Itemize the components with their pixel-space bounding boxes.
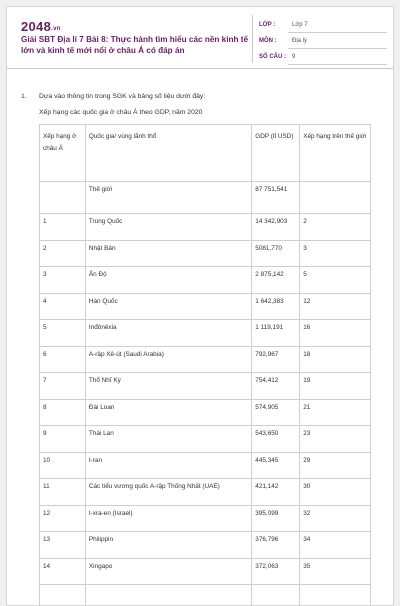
cell-country: Thổ Nhĩ Kỳ <box>85 373 251 400</box>
document-title: Giải SBT Địa lí 7 Bài 8: Thực hành tìm hiểu các nền kinh tế lớn và kinh tế mới nổi ở châu Á có đáp án <box>21 34 249 56</box>
cell-asia-rank: 9 <box>40 426 86 453</box>
cell-asia-rank: 2 <box>40 240 86 267</box>
cell-country <box>85 585 251 606</box>
cell-gdp <box>252 585 300 606</box>
header-divider <box>252 15 253 63</box>
logo-text: 2048 <box>21 19 51 34</box>
table-row <box>40 479 371 506</box>
question-number: 1. <box>21 93 27 100</box>
cell-asia-rank: 14 <box>40 558 86 585</box>
header-asia-rank: Xếp hạng ở châu Á <box>40 125 86 182</box>
cell-gdp: 376,796 <box>252 532 300 559</box>
logo-suffix: .vn <box>51 26 61 32</box>
table-caption: Xếp hạng các quốc gia ở châu Á theo GDP, năm 2020 <box>39 109 202 116</box>
cell-asia-rank: 1 <box>40 214 86 241</box>
meta-class-value: Lớp 7 <box>292 22 308 28</box>
cell-gdp: 445,345 <box>252 452 300 479</box>
table-row <box>40 373 371 400</box>
cell-asia-rank: 12 <box>40 505 86 532</box>
cell-gdp: 421,142 <box>252 479 300 506</box>
cell-country: Đài Loan <box>85 399 251 426</box>
meta-class-key: LỚP : <box>259 22 275 28</box>
question-intro: Dựa vào thông tin trong SGK và bảng số liệu dưới đây: <box>39 93 205 100</box>
cell-world-rank: 3 <box>300 240 371 267</box>
table-row <box>40 585 371 606</box>
cell-world-rank <box>300 585 371 606</box>
table-row <box>40 505 371 532</box>
table-row <box>40 214 371 241</box>
cell-country: Thái Lan <box>85 426 251 453</box>
site-logo[interactable] <box>21 19 61 34</box>
cell-gdp: 395,099 <box>252 505 300 532</box>
table-row <box>40 426 371 453</box>
header-world-rank: Xếp hạng trên thế giới <box>300 125 371 182</box>
cell-country: Các tiểu vương quốc A-rập Thống Nhất (UAE) <box>85 479 251 506</box>
meta-class <box>259 19 387 33</box>
document-page <box>6 6 394 606</box>
table-row <box>40 293 371 320</box>
cell-world-rank: 32 <box>300 505 371 532</box>
table-row <box>40 558 371 585</box>
cell-world-rank: 30 <box>300 479 371 506</box>
table-row <box>40 532 371 559</box>
meta-subject-key: MÔN : <box>259 38 277 44</box>
cell-country: Xingapo <box>85 558 251 585</box>
cell-country: Ấn Độ <box>85 267 251 294</box>
cell-country: I-ran <box>85 452 251 479</box>
cell-asia-rank: 13 <box>40 532 86 559</box>
cell-world-rank: 35 <box>300 558 371 585</box>
cell-world-rank: 29 <box>300 452 371 479</box>
table-row <box>40 240 371 267</box>
cell-world-rank: 34 <box>300 532 371 559</box>
cell-world-rank: 12 <box>300 293 371 320</box>
cell-asia-rank: 3 <box>40 267 86 294</box>
cell-gdp: 372,063 <box>252 558 300 585</box>
cell-gdp: 543,650 <box>252 426 300 453</box>
table-row <box>40 346 371 373</box>
cell-country: Trung Quốc <box>85 214 251 241</box>
cell-world-rank: 5 <box>300 267 371 294</box>
cell-asia-rank <box>40 182 86 214</box>
cell-asia-rank: 5 <box>40 320 86 347</box>
cell-asia-rank <box>40 585 86 606</box>
table-header-row <box>40 125 371 182</box>
cell-country: A-rập Xê-út (Saudi Arabia) <box>85 346 251 373</box>
cell-gdp: 1 119,191 <box>252 320 300 347</box>
cell-world-rank <box>300 182 371 214</box>
cell-world-rank: 23 <box>300 426 371 453</box>
cell-country: Hàn Quốc <box>85 293 251 320</box>
table-row <box>40 452 371 479</box>
cell-gdp: 14 342,903 <box>252 214 300 241</box>
meta-count-key: SỐ CÂU : <box>259 54 286 60</box>
cell-world-rank: 2 <box>300 214 371 241</box>
cell-world-rank: 19 <box>300 373 371 400</box>
document-header <box>7 7 393 69</box>
table-row <box>40 267 371 294</box>
header-country: Quốc gia/ vùng lãnh thổ <box>85 125 251 182</box>
header-gdp: GDP (tỉ USD) <box>252 125 300 182</box>
cell-country: Thế giới <box>85 182 251 214</box>
cell-gdp: 5081,770 <box>252 240 300 267</box>
meta-count-value: 9 <box>292 54 295 60</box>
cell-world-rank: 16 <box>300 320 371 347</box>
cell-country: I-xra-en (Israel) <box>85 505 251 532</box>
gdp-table <box>39 124 371 606</box>
cell-asia-rank: 6 <box>40 346 86 373</box>
meta-question-count <box>259 51 387 65</box>
cell-gdp: 2 875,142 <box>252 267 300 294</box>
cell-gdp: 792,967 <box>252 346 300 373</box>
meta-subject-value: Địa lý <box>292 38 307 44</box>
cell-country: Philippin <box>85 532 251 559</box>
cell-country: Inđônêxia <box>85 320 251 347</box>
cell-asia-rank: 7 <box>40 373 86 400</box>
cell-asia-rank: 10 <box>40 452 86 479</box>
cell-world-rank: 18 <box>300 346 371 373</box>
meta-subject <box>259 35 387 49</box>
cell-asia-rank: 8 <box>40 399 86 426</box>
cell-country: Nhật Bản <box>85 240 251 267</box>
table-row <box>40 320 371 347</box>
table-row <box>40 399 371 426</box>
cell-gdp: 574,905 <box>252 399 300 426</box>
table-row <box>40 182 371 214</box>
cell-gdp: 87 751,541 <box>252 182 300 214</box>
cell-gdp: 754,412 <box>252 373 300 400</box>
cell-world-rank: 21 <box>300 399 371 426</box>
cell-gdp: 1 642,383 <box>252 293 300 320</box>
cell-asia-rank: 11 <box>40 479 86 506</box>
cell-asia-rank: 4 <box>40 293 86 320</box>
